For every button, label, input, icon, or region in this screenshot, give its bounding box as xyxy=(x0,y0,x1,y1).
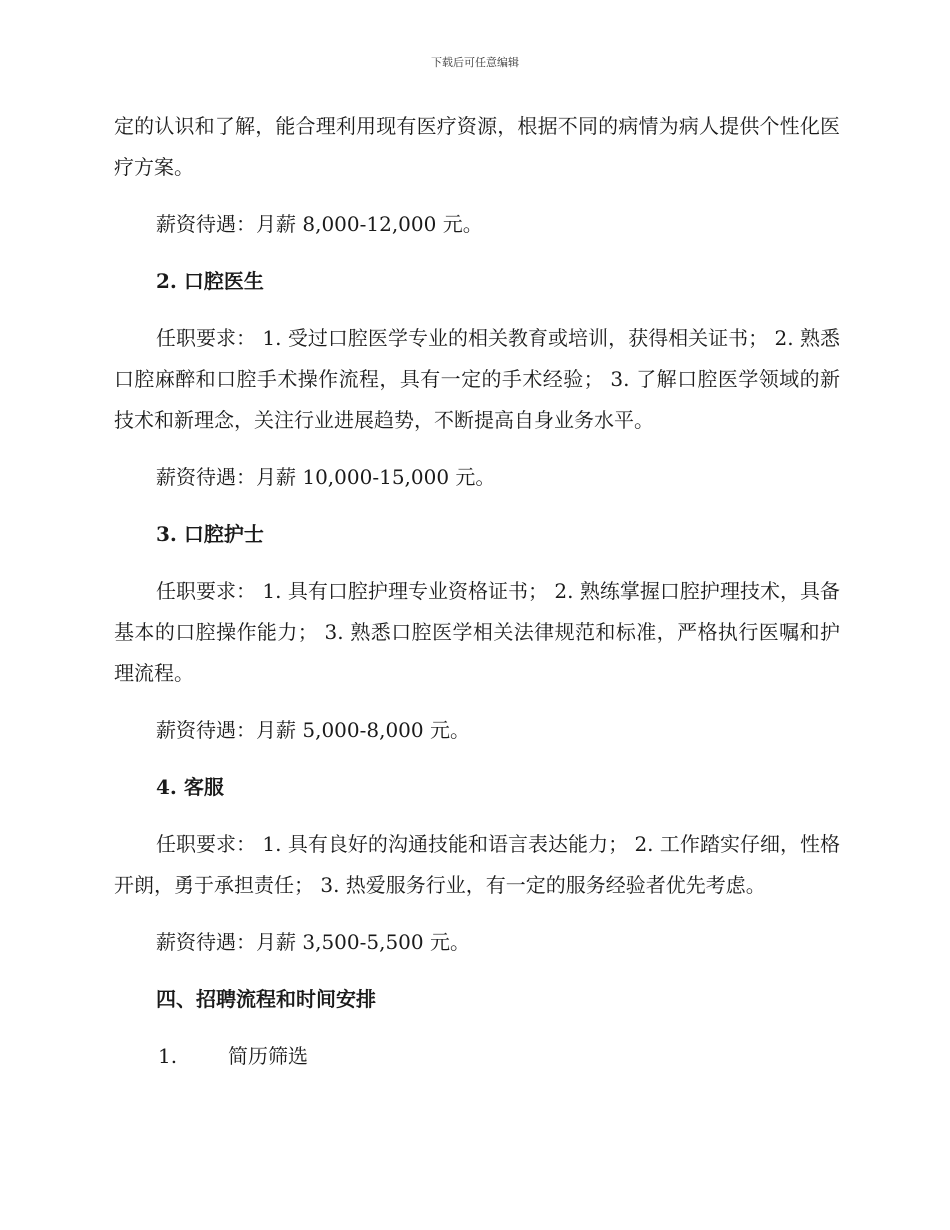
document-body xyxy=(114,106,840,1077)
list-item-label: 简历筛选 xyxy=(228,1044,308,1068)
paragraph-salary-dental-nurse: 薪资待遇：月薪 5,000-8,000 元。 xyxy=(156,718,470,742)
heading-recruitment-process: 四、招聘流程和时间安排 xyxy=(156,987,376,1011)
paragraph-requirements-dental-doctor: 任职要求： 1. 受过口腔医学专业的相关教育或培训，获得相关证书； 2. 熟悉口腔麻醉和口腔手术操作流程，具有一定的手术经验； 3. 了解口腔医学领域的新技术和新理念，关注行业进展趋势，不断提高自身业务水平。 xyxy=(114,326,840,432)
heading-dental-nurse: 3. 口腔护士 xyxy=(156,522,264,546)
paragraph-requirements-dental-nurse: 任职要求： 1. 具有口腔护理专业资格证书； 2. 熟练掌握口腔护理技术，具备基本的口腔操作能力； 3. 熟悉口腔医学相关法律规范和标准，严格执行医嘱和护理流程。 xyxy=(114,579,840,685)
list-item-resume-screening xyxy=(114,1036,840,1077)
list-item-number: 1. xyxy=(158,1044,178,1068)
heading-customer-service: 4. 客服 xyxy=(156,775,224,799)
heading-dental-doctor: 2. 口腔医生 xyxy=(156,269,264,293)
page-header: 下载后可任意编辑 xyxy=(431,56,519,69)
paragraph-salary-dental-doctor: 薪资待遇：月薪 10,000-15,000 元。 xyxy=(156,465,496,489)
paragraph-salary-1: 薪资待遇：月薪 8,000-12,000 元。 xyxy=(156,212,483,236)
paragraph-salary-customer-service: 薪资待遇：月薪 3,500-5,500 元。 xyxy=(156,930,470,954)
paragraph-intro-continued: 定的认识和了解，能合理利用现有医疗资源，根据不同的病情为病人提供个性化医疗方案。 xyxy=(114,114,840,179)
paragraph-requirements-customer-service: 任职要求： 1. 具有良好的沟通技能和语言表达能力； 2. 工作踏实仔细，性格开朗，勇于承担责任； 3. 热爱服务行业，有一定的服务经验者优先考虑。 xyxy=(114,832,840,897)
